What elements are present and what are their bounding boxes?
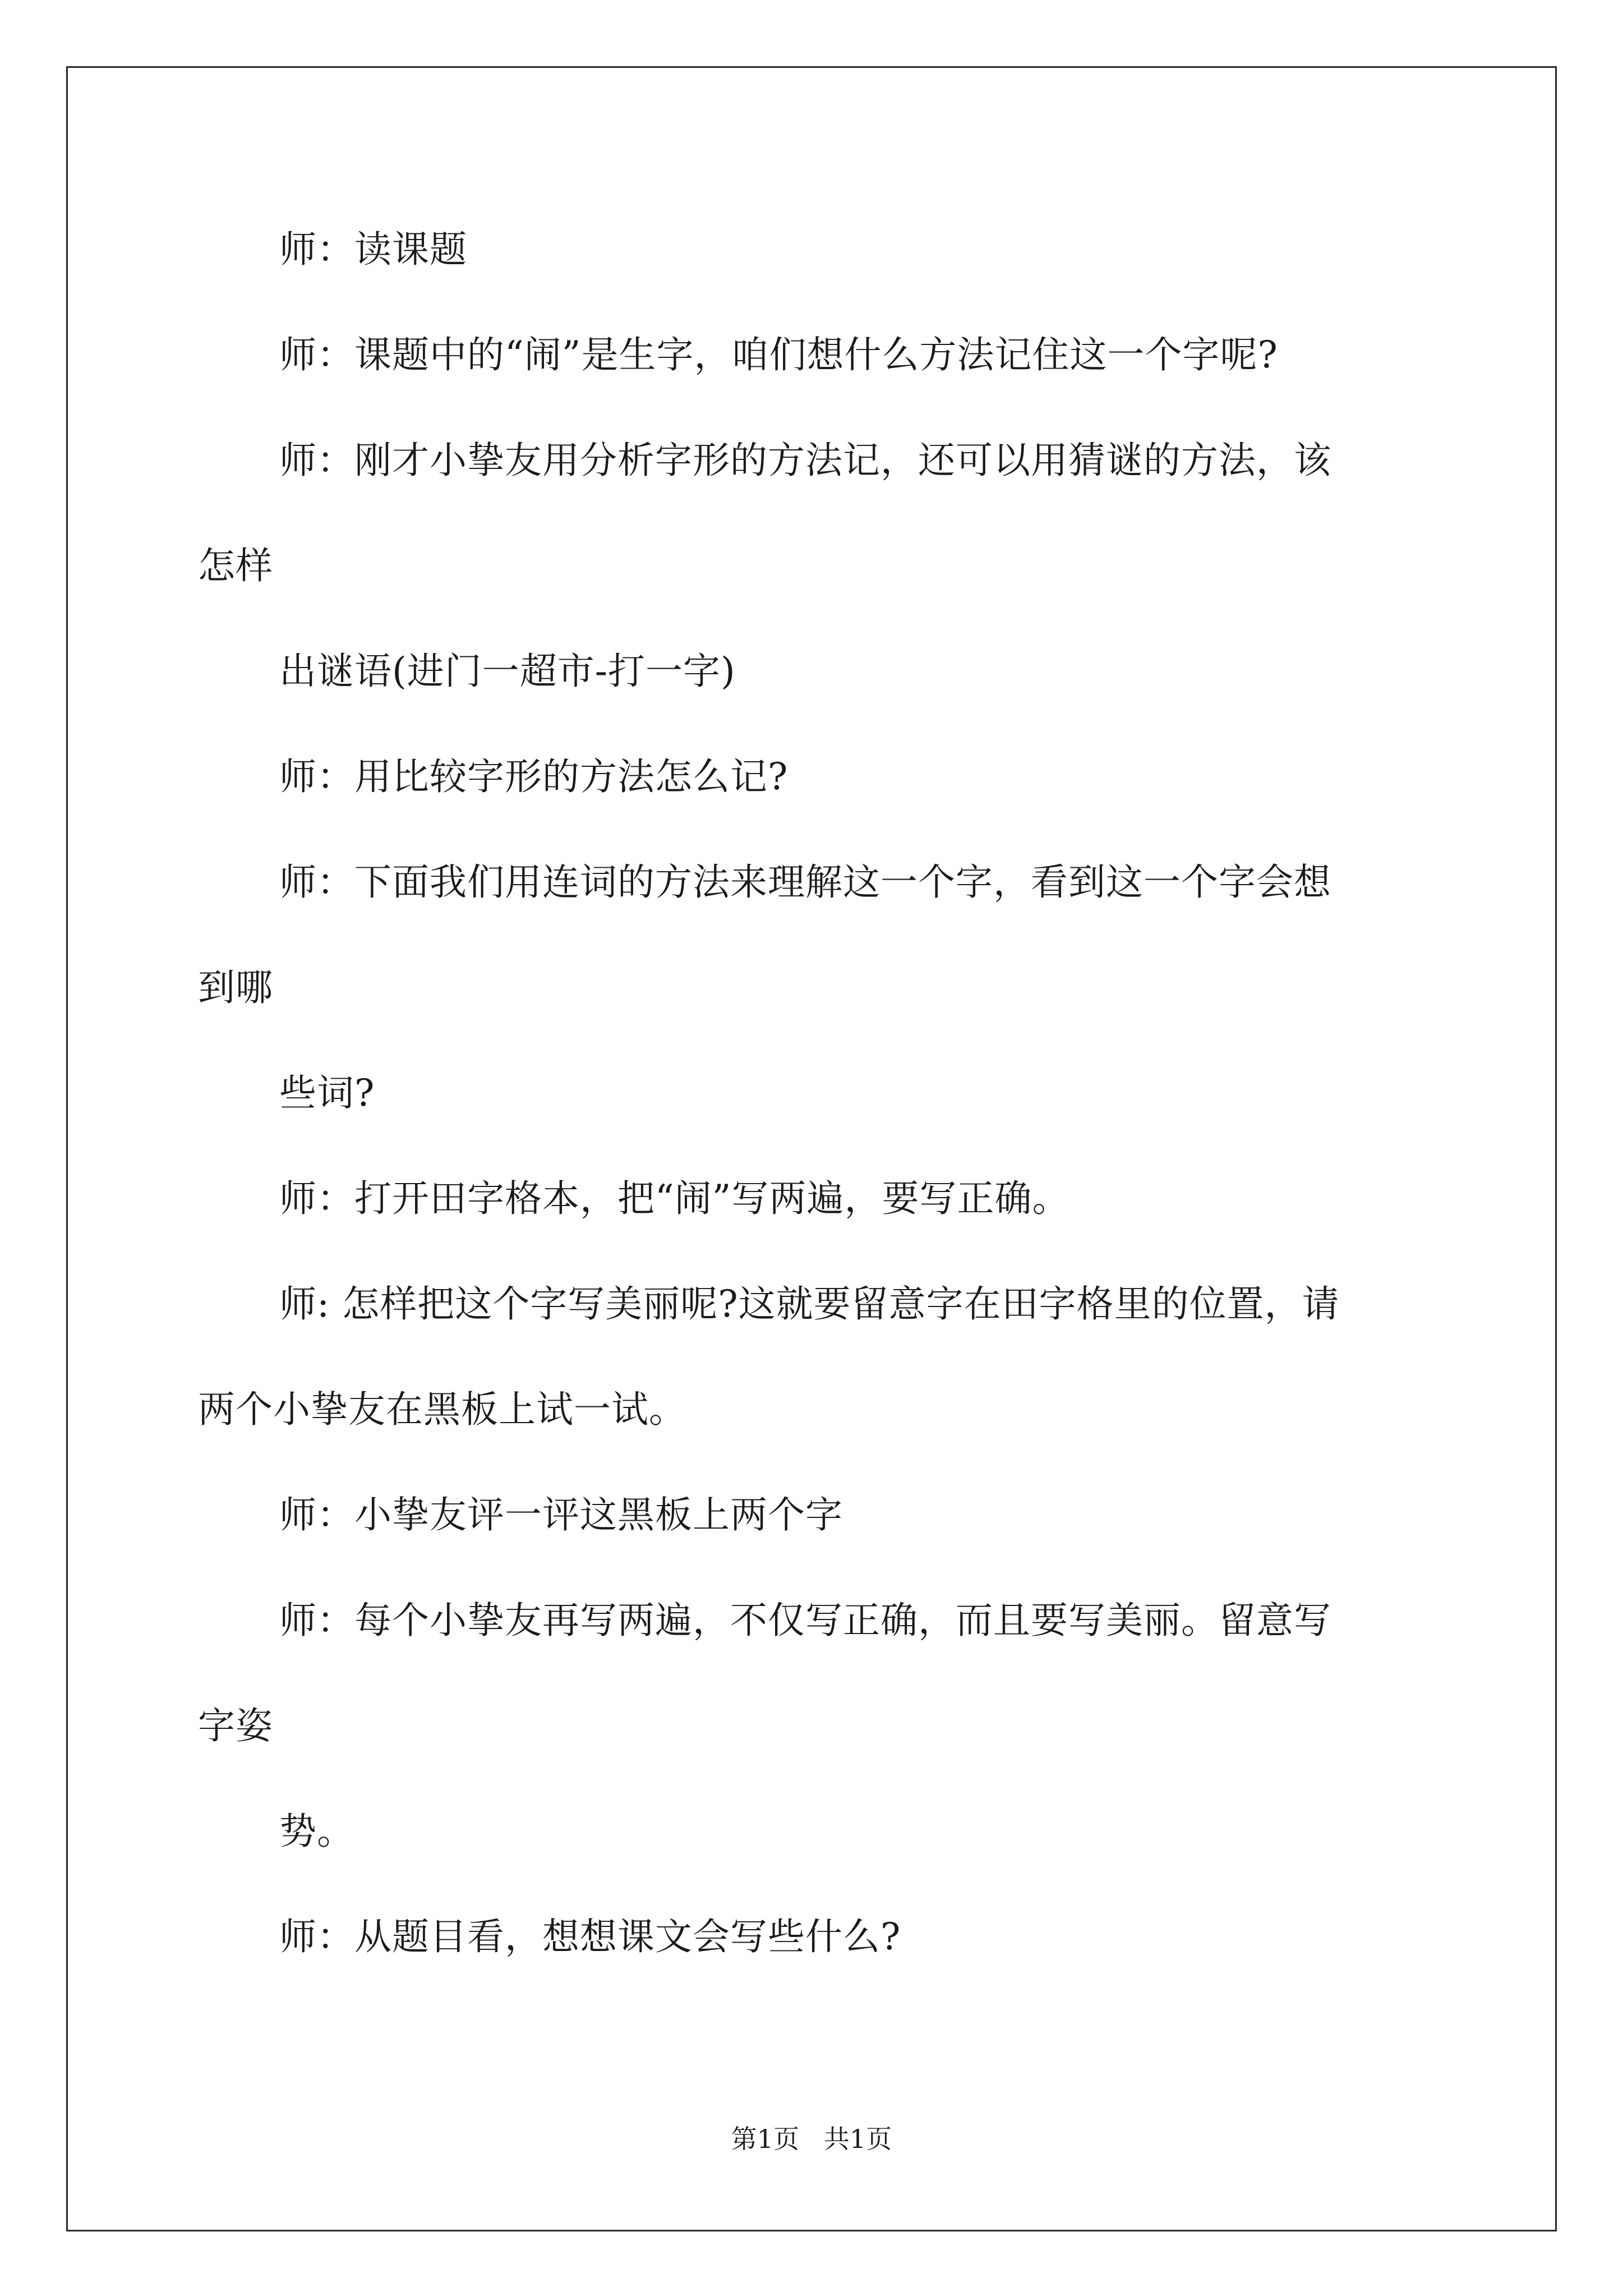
paragraph-line: 些词? — [279, 1071, 375, 1115]
paragraph-line: 怎样 — [198, 544, 273, 587]
page-number-footer: 第1页 共1页 — [731, 2124, 892, 2154]
paragraph-line: 到哪 — [198, 966, 273, 1009]
paragraph-line: 师：从题目看，想想课文会写些什么? — [279, 1915, 901, 1958]
paragraph-line: 师：下面我们用连词的方法来理解这一个字，看到这一个字会想 — [279, 861, 1331, 904]
paragraph-line: 师: 怎样把这个字写美丽呢?这就要留意字在田字格里的位置，请 — [279, 1282, 1340, 1326]
paragraph-line: 师：每个小挚友再写两遍，不仅写正确，而且要写美丽。留意写 — [279, 1599, 1331, 1642]
paragraph-line: 出谜语(进门一超市-打一字) — [279, 650, 736, 693]
page-border — [66, 66, 1557, 2231]
paragraph-line: 势。 — [279, 1810, 354, 1853]
paragraph-line: 师：刚才小挚友用分析字形的方法记，还可以用猜谜的方法，该 — [279, 439, 1331, 482]
paragraph-line: 师：用比较字形的方法怎么记? — [279, 755, 789, 798]
paragraph-line: 师：课题中的“闹”是生字，咱们想什么方法记住这一个字呢? — [279, 333, 1278, 376]
paragraph-line: 师：读课题 — [279, 228, 467, 271]
paragraph-line: 字姿 — [198, 1704, 273, 1747]
paragraph-line: 师：小挚友评一评这黑板上两个字 — [279, 1493, 843, 1536]
paragraph-line: 两个小挚友在黑板上试一试。 — [198, 1388, 686, 1431]
paragraph-line: 师：打开田字格本，把“闹”写两遍，要写正确。 — [279, 1177, 1070, 1220]
